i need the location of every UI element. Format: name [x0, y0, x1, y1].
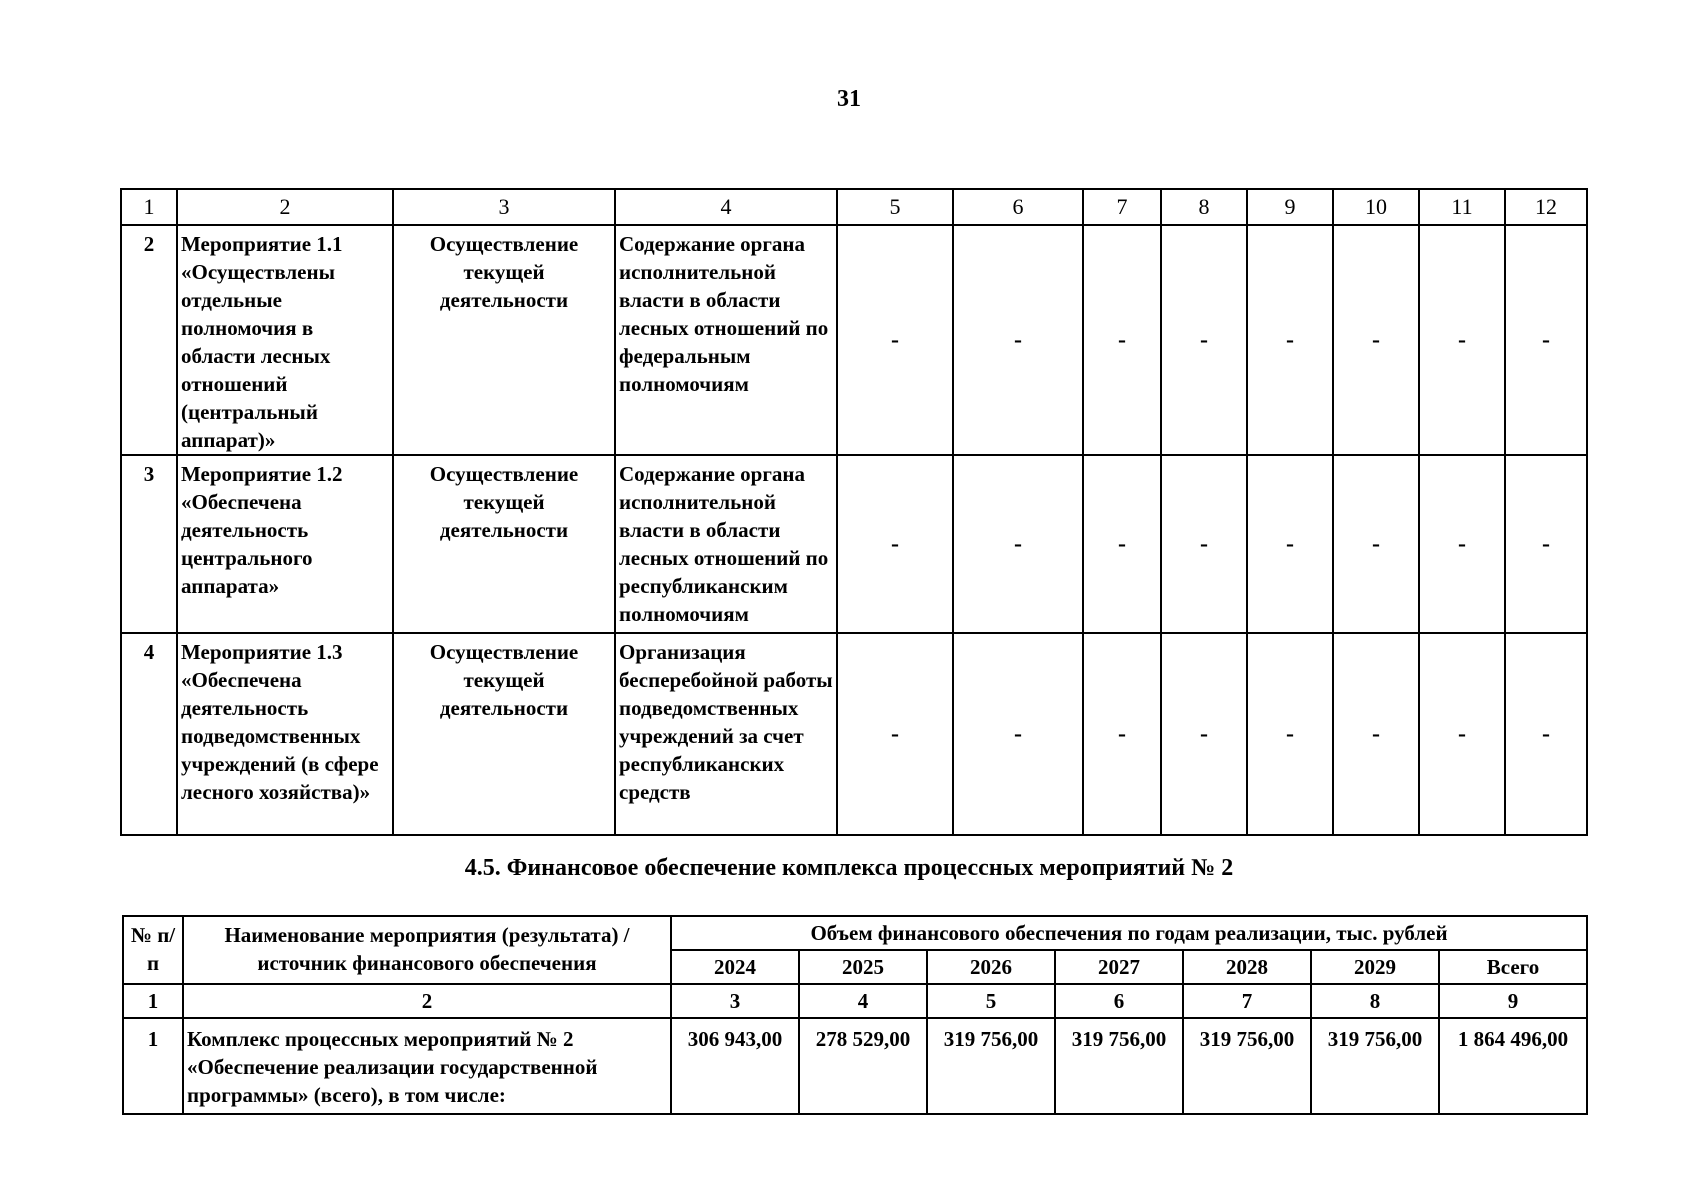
value-cell: -: [1083, 225, 1161, 455]
value-cell: -: [1083, 455, 1161, 633]
year-header: 2029: [1311, 950, 1439, 984]
value-cell: -: [837, 633, 953, 835]
column-index: 5: [837, 189, 953, 225]
column-index: 4: [615, 189, 837, 225]
row-number: 2: [121, 225, 177, 455]
value-cell: -: [837, 455, 953, 633]
table-row: [121, 455, 1587, 633]
column-index: 10: [1333, 189, 1419, 225]
activity-type: Осуществление текущей деятельности: [393, 633, 615, 835]
value-cell: -: [1505, 225, 1587, 455]
column-index: 9: [1439, 984, 1587, 1018]
value-cell: -: [1333, 455, 1419, 633]
value-cell: 319 756,00: [1055, 1018, 1183, 1114]
row-number: 3: [121, 455, 177, 633]
column-index: 8: [1311, 984, 1439, 1018]
activity-type: Осуществление текущей деятельности: [393, 225, 615, 455]
column-index: 1: [123, 984, 183, 1018]
activity-description: Содержание органа исполнительной власти в области лесных отношений по республиканским полномочиям: [615, 455, 837, 633]
col-volume-header: Объем финансового обеспечения по годам реализации, тыс. рублей: [671, 916, 1587, 950]
column-index-row: [123, 984, 1587, 1018]
value-cell: -: [1161, 455, 1247, 633]
page-number: 31: [837, 86, 861, 112]
header-row: [123, 916, 1587, 950]
section-title: 4.5. Финансовое обеспечение комплекса процессных мероприятий № 2: [464, 855, 1234, 881]
value-cell: -: [837, 225, 953, 455]
value-cell: -: [1161, 633, 1247, 835]
value-cell: -: [1419, 633, 1505, 835]
value-cell: -: [1333, 225, 1419, 455]
activity-description: Содержание органа исполнительной власти в области лесных отношений по федеральным полномочиям: [615, 225, 837, 455]
value-cell: -: [1083, 633, 1161, 835]
column-index: 3: [671, 984, 799, 1018]
column-index: 6: [953, 189, 1083, 225]
activity-name: Мероприятие 1.2 «Обеспечена деятельность центрального аппарата»: [177, 455, 393, 633]
year-header: 2024: [671, 950, 799, 984]
column-index: 7: [1083, 189, 1161, 225]
column-index: 7: [1183, 984, 1311, 1018]
total-header: Всего: [1439, 950, 1587, 984]
activity-type: Осуществление текущей деятельности: [393, 455, 615, 633]
table-row: [123, 1018, 1587, 1114]
column-index-row: [121, 189, 1587, 225]
column-index: 6: [1055, 984, 1183, 1018]
column-index: 4: [799, 984, 927, 1018]
column-index: 3: [393, 189, 615, 225]
row-number: 4: [121, 633, 177, 835]
column-index: 8: [1161, 189, 1247, 225]
column-index: 2: [183, 984, 671, 1018]
year-header: 2026: [927, 950, 1055, 984]
column-index: 1: [121, 189, 177, 225]
value-cell: -: [1505, 633, 1587, 835]
year-header: 2025: [799, 950, 927, 984]
value-cell: -: [953, 225, 1083, 455]
value-cell: -: [1419, 455, 1505, 633]
value-cell: -: [1505, 455, 1587, 633]
value-cell: -: [1247, 455, 1333, 633]
value-cell: 319 756,00: [927, 1018, 1055, 1114]
col-name-header: Наименование мероприятия (результата) / источник финансового обеспечения: [183, 916, 671, 984]
activity-name: Мероприятие 1.1 «Осуществлены отдельные полномочия в области лесных отношений (центральный аппарат)»: [177, 225, 393, 455]
value-cell: -: [1333, 633, 1419, 835]
column-index: 5: [927, 984, 1055, 1018]
year-header: 2028: [1183, 950, 1311, 984]
year-header: 2027: [1055, 950, 1183, 984]
value-cell: -: [953, 455, 1083, 633]
activity-description: Организация бесперебойной работы подведомственных учреждений за счет республиканских средств: [615, 633, 837, 835]
value-cell: -: [953, 633, 1083, 835]
col-num-header: № п/п: [123, 916, 183, 984]
column-index: 9: [1247, 189, 1333, 225]
value-cell: 319 756,00: [1311, 1018, 1439, 1114]
table-row: [121, 633, 1587, 835]
value-cell: 319 756,00: [1183, 1018, 1311, 1114]
activity-name: Комплекс процессных мероприятий № 2 «Обеспечение реализации государственной программы» (всего), в том числе:: [183, 1018, 671, 1114]
column-index: 12: [1505, 189, 1587, 225]
activity-name: Мероприятие 1.3 «Обеспечена деятельность подведомственных учреждений (в сфере лесного хозяйства)»: [177, 633, 393, 835]
table-row: [121, 225, 1587, 455]
column-index: 2: [177, 189, 393, 225]
row-number: 1: [123, 1018, 183, 1114]
activities-table: [120, 188, 1588, 836]
value-cell: 278 529,00: [799, 1018, 927, 1114]
financing-table: [122, 915, 1588, 1115]
value-cell: -: [1161, 225, 1247, 455]
value-cell: -: [1419, 225, 1505, 455]
value-cell: -: [1247, 633, 1333, 835]
value-cell: -: [1247, 225, 1333, 455]
total-cell: 1 864 496,00: [1439, 1018, 1587, 1114]
column-index: 11: [1419, 189, 1505, 225]
value-cell: 306 943,00: [671, 1018, 799, 1114]
